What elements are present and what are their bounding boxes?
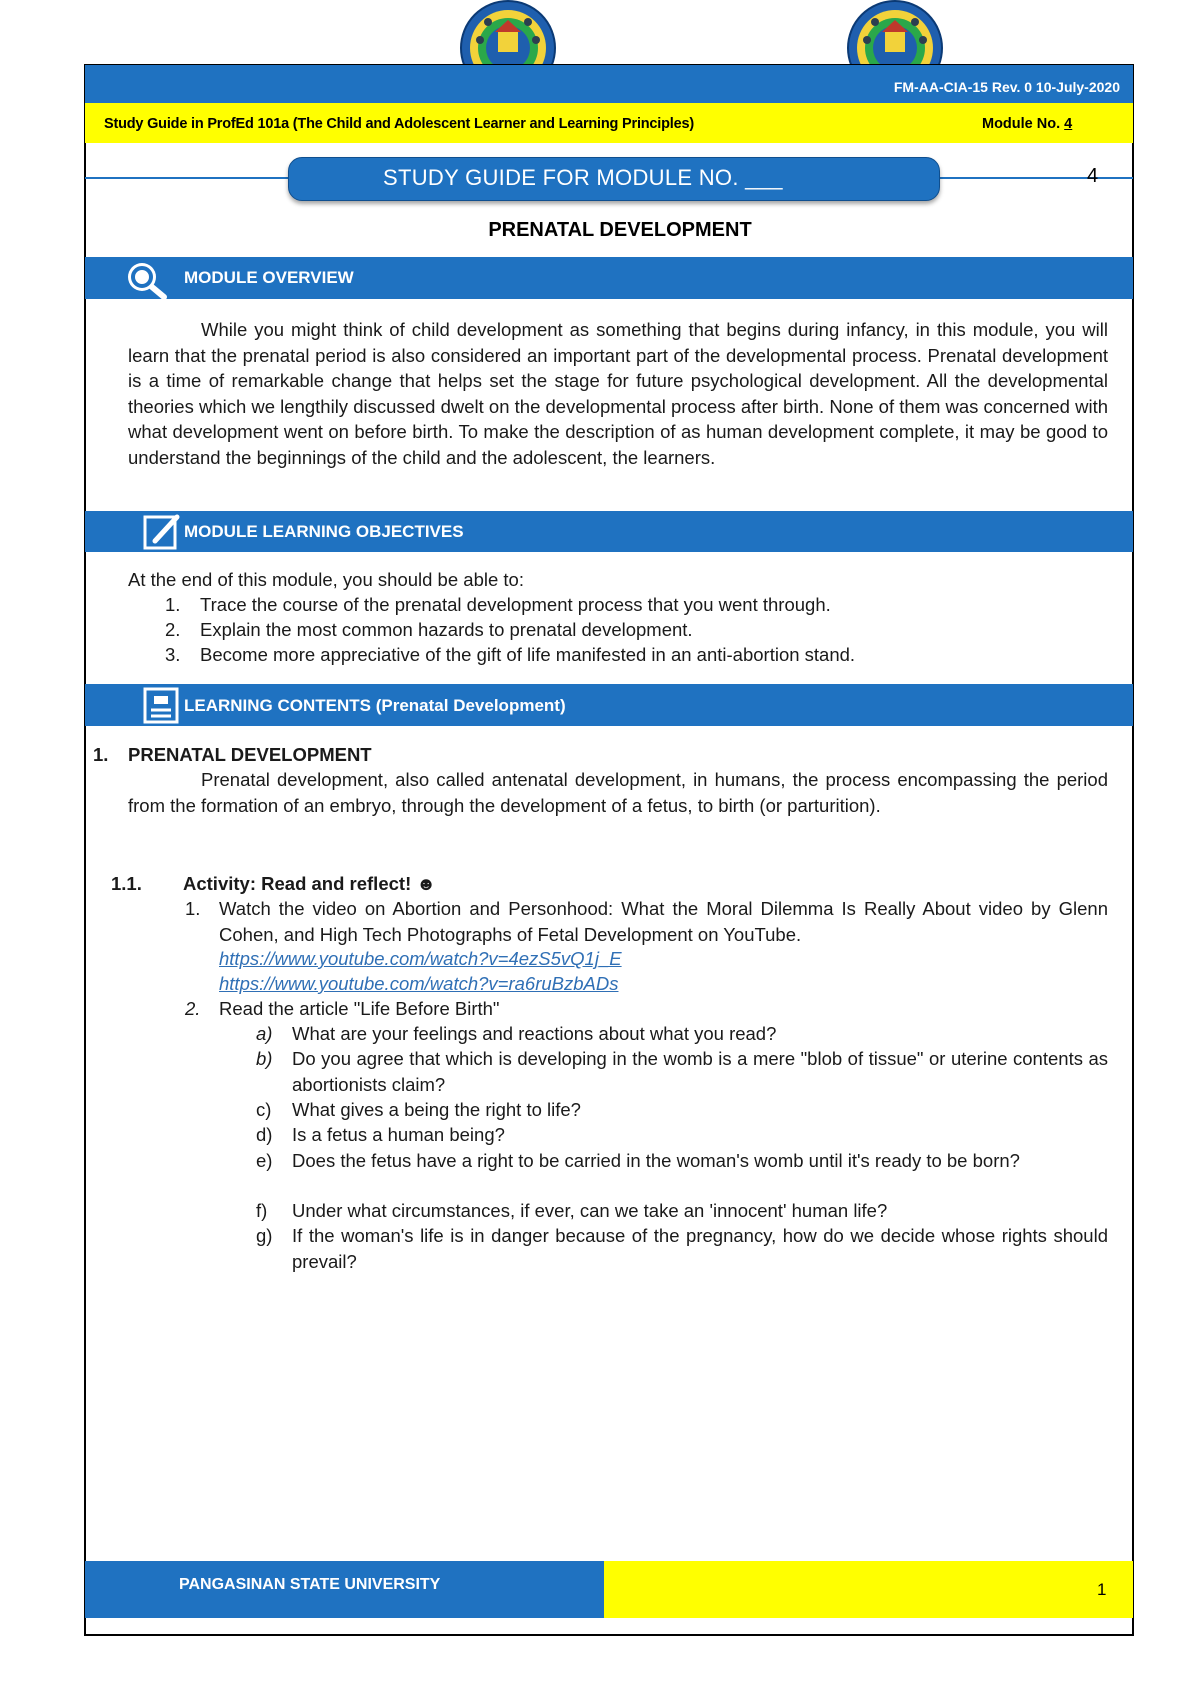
university-seal-left	[458, 0, 558, 66]
objectives-heading: MODULE LEARNING OBJECTIVES	[184, 522, 464, 541]
question-letter: g)	[256, 1225, 273, 1246]
question-text: Under what circumstances, if ever, can we take an 'innocent' human life?	[292, 1200, 888, 1221]
page-frame	[84, 64, 1134, 1636]
objective-item: Trace the course of the prenatal development process that you went through.	[200, 594, 831, 615]
activity-number: 1.1.	[111, 873, 142, 894]
objective-num: 3.	[165, 644, 181, 665]
question-letter: d)	[256, 1124, 273, 1145]
question-text: Is a fetus a human being?	[292, 1124, 505, 1145]
question-text: Do you agree that which is developing in the womb is a mere "blob of tissue" or uterine contents as abortionists claim?	[292, 1048, 1108, 1095]
magnifier-icon	[124, 259, 168, 304]
objective-item: Explain the most common hazards to prenatal development.	[200, 619, 693, 640]
question-letter: e)	[256, 1150, 273, 1171]
question-text: Does the fetus have a right to be carried in the woman's womb until it's ready to be born?	[292, 1150, 1020, 1171]
course-title: Study Guide in ProfEd 101a (The Child and Adolescent Learner and Learning Principles)	[104, 116, 694, 132]
activity-step-num: 2.	[185, 998, 201, 1019]
section-paragraph: Prenatal development, also called antenatal development, in humans, the process encompassing the period from the formation of an embryo, through the development of a fetus, to birth (or parturition).	[128, 769, 1108, 816]
activity-step-text: Watch the video on Abortion and Personhood: What the Moral Dilemma Is Really About video by Glenn Cohen, and High Tech Photographs of Fetal Development on YouTube.	[219, 898, 1108, 945]
objective-num: 1.	[165, 594, 181, 615]
question-letter: b)	[256, 1048, 273, 1069]
banner-number: 4	[1087, 165, 1099, 187]
banner-text: STUDY GUIDE FOR MODULE NO. ___	[383, 165, 783, 190]
section-title: PRENATAL DEVELOPMENT	[128, 744, 372, 765]
objectives-intro: At the end of this module, you should be able to:	[128, 569, 524, 590]
overview-paragraph: While you might think of child development as something that begins during infancy, in this module, you will learn that the prenatal period is also considered an important part of the developmental process. Prenatal development is a time of remarkable change that helps set the stage for future psychological development. All the developmental theories which we lengthily discussed dwelt on the developmental process after birth. None of them was concerned with what development went on before birth. To make the description of as human development complete, it may be good to understand the beginnings of the child and the adolescent, the learners.	[128, 319, 1108, 468]
question-letter: a)	[256, 1023, 273, 1044]
question-text: What are your feelings and reactions about what you read?	[292, 1023, 777, 1044]
pencil-icon	[143, 513, 183, 556]
question-letter: f)	[256, 1200, 268, 1221]
document-icon	[143, 687, 183, 730]
footer-yellow-bar	[604, 1561, 1133, 1618]
page-title: PRENATAL DEVELOPMENT	[488, 219, 752, 241]
youtube-link[interactable]: https://www.youtube.com/watch?v=4ezS5vQ1j_E	[219, 948, 622, 969]
module-number: 4	[1064, 116, 1073, 132]
university-seal-right	[845, 0, 945, 66]
youtube-link[interactable]: https://www.youtube.com/watch?v=ra6ruBzbADs	[219, 973, 619, 994]
objective-num: 2.	[165, 619, 181, 640]
module-label: Module No.	[982, 116, 1061, 132]
contents-heading: LEARNING CONTENTS (Prenatal Development)	[184, 696, 566, 715]
module-number-label	[982, 116, 1072, 132]
footer-university: PANGASINAN STATE UNIVERSITY	[179, 1576, 441, 1593]
document-code: FM-AA-CIA-15 Rev. 0 10-July-2020	[893, 79, 1120, 95]
activity-step-text: Read the article "Life Before Birth"	[219, 998, 500, 1019]
question-text: If the woman's life is in danger because of the pregnancy, how do we decide whose rights should prevail?	[292, 1225, 1108, 1272]
question-text: What gives a being the right to life?	[292, 1099, 581, 1120]
overview-heading: MODULE OVERVIEW	[184, 268, 354, 287]
objective-item: Become more appreciative of the gift of life manifested in an anti-abortion stand.	[200, 644, 856, 665]
question-letter: c)	[256, 1099, 272, 1120]
activity-step-num: 1.	[185, 898, 201, 919]
page-number: 1	[1097, 1580, 1107, 1599]
section-number: 1.	[93, 744, 109, 765]
activity-title: Activity: Read and reflect! ☻	[183, 873, 436, 894]
